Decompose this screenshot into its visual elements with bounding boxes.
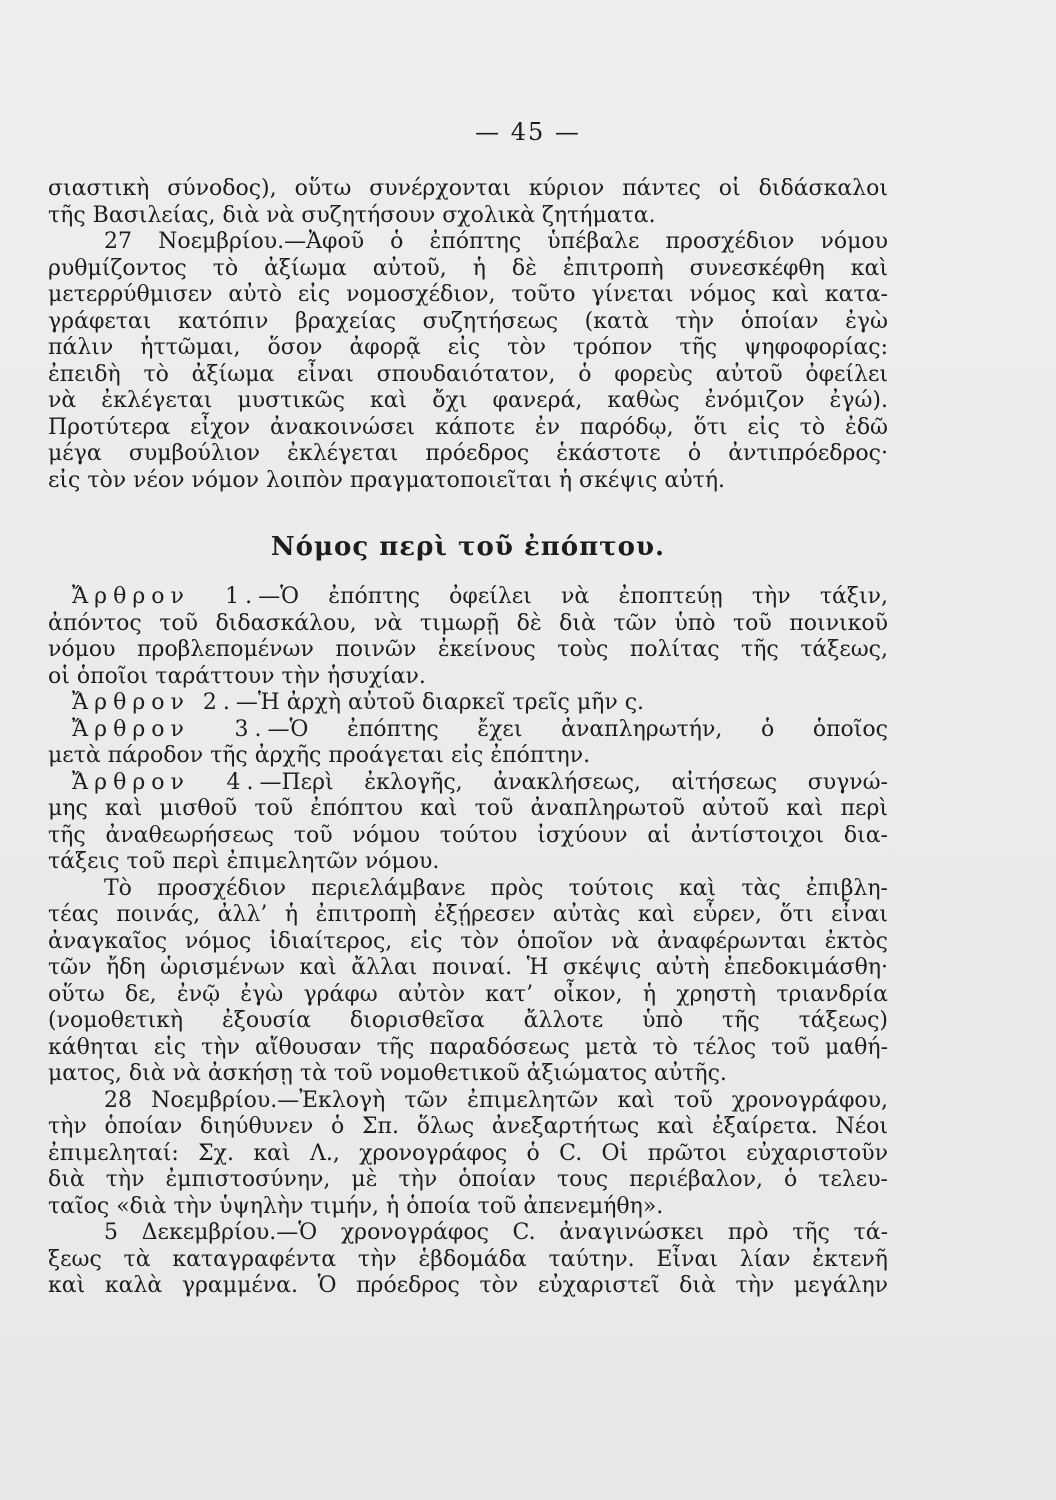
paragraph	[48, 229, 888, 494]
text-line: Προτύτερα εἶχον ἀνακοινώσει κάποτε ἐν παρόδῳ, ὅτι εἰς τὸ ἐδῶ	[48, 414, 888, 440]
text-line: ἐπειδὴ τὸ ἀξίωμα εἶναι σπουδαιότατον, ὁ φορεὺς αὐτοῦ ὀφείλει	[48, 361, 888, 387]
text-line: Τὸ προσχέδιον περιελάμβανε πρὸς τούτοις καὶ τὰς ἐπιβλη-	[104, 875, 888, 901]
article-label: Ἄρθρον 2.	[72, 690, 236, 715]
paragraph	[48, 876, 888, 1088]
text-line: μετὰ πάροδον τῆς ἀρχῆς προάγεται εἰς ἐπόπτην.	[48, 743, 591, 768]
article-text: —Περὶ ἐκλογῆς, ἀνακλήσεως, αἰτήσεως συγνώ-	[259, 769, 888, 795]
text-line: τέας ποινάς, ἀλλ’ ἡ ἐπιτροπὴ ἐξῄρεσεν αὐτὰς καὶ εὗρεν, ὅτι εἶναι	[48, 902, 888, 927]
text-line: οὕτω δε, ἐνῷ ἐγὼ γράφω αὐτὸν κατ’ οἶκον, ἡ χρηστὴ τριανδρία	[48, 981, 888, 1007]
article-label: Ἄρθρον 4.	[72, 769, 260, 795]
text-line: κάθηται εἰς τὴν αἴθουσαν τῆς παραδόσεως μετὰ τὸ τέλος τοῦ μαθή-	[48, 1034, 888, 1060]
section-heading: Νόμος περὶ τοῦ ἐπόπτου.	[270, 532, 666, 562]
text-line: (νομοθετικὴ ἐξουσία διορισθεῖσα ἄλλοτε ὑπὸ τῆς τάξεως)	[48, 1008, 888, 1033]
text-line: ξεως τὰ καταγραφέντα τὴν ἑβδομάδα ταύτην. Εἶναι λίαν ἐκτενῆ	[48, 1246, 888, 1272]
text-line: οἱ ὁποῖοι ταράττουν τὴν ἡσυχίαν.	[48, 663, 426, 689]
article-text: —Ἡ ἀρχὴ αὐτοῦ διαρκεῖ τρεῖς μῆν ς.	[235, 690, 645, 715]
text-line	[48, 770, 888, 797]
article-1	[48, 584, 888, 690]
article-label: Ἄρθρον 3.	[72, 716, 268, 742]
article-3	[48, 717, 888, 770]
text-line: νόμου προβλεπομένων ποινῶν ἐκείνους τοὺς πολίτας τῆς τάξεως,	[48, 637, 888, 662]
text-line	[48, 690, 888, 717]
text-line: ἀναγκαῖος νόμος ἰδιαίτερος, εἰς τὸν ὁποῖον νὰ ἀναφέρωνται ἐκτὸς	[48, 928, 888, 954]
text-line: διὰ τὴν ἐμπιστοσύνην, μὲ τὴν ὁποίαν τους περιέβαλον, ὁ τελευ-	[48, 1167, 888, 1192]
page-number: — 45 —	[475, 118, 581, 146]
article-2	[48, 690, 888, 717]
article-text: —Ὁ ἐπόπτης ἔχει ἀναπληρωτήν, ὁ ὁποῖος	[267, 716, 888, 742]
text-line: ταῖος «διὰ τὴν ὑψηλὴν τιμήν, ἡ ὁποία τοῦ ἀπενεμήθη».	[48, 1193, 664, 1219]
text-line: πάλιν ἡττῶμαι, ὅσον ἀφορᾷ εἰς τὸν τρόπον τῆς ψηφοφορίας:	[48, 335, 888, 360]
text-line: σιαστικὴ σύνοδος), οὕτω συνέρχονται κύριον πάντες οἱ διδάσκαλοι	[48, 176, 888, 201]
text-line: ἀπόντος τοῦ διδασκάλου, νὰ τιμωρῇ δὲ διὰ τῶν ὑπὸ τοῦ ποινικοῦ	[48, 610, 888, 636]
text-line: μης καὶ μισθοῦ τοῦ ἐπόπτου καὶ τοῦ ἀναπληρωτοῦ αὐτοῦ καὶ περὶ	[48, 796, 888, 821]
text-line: ἐπιμεληταί: Σχ. καὶ Λ., χρονογράφος ὁ C. Οἱ πρῶτοι εὐχαριστοῦν	[48, 1140, 888, 1166]
article-text: —Ὁ ἐπόπτης ὀφείλει νὰ ἐποπτεύῃ τὴν τάξιν,	[258, 584, 888, 609]
text-line: τῆς Βασιλείας, διὰ νὰ συζητήσουν σχολικὰ ζητήματα.	[48, 202, 656, 228]
text-line: νὰ ἐκλέγεται μυστικῶς καὶ ὄχι φανερά, καθὼς ἐνόμιζον ἐγώ).	[48, 388, 888, 413]
article-label: Ἄρθρον 1.	[72, 584, 259, 609]
text-line: 28 Νοεμβρίου.—Ἐκλογὴ τῶν ἐπιμελητῶν καὶ τοῦ χρονογράφου,	[104, 1087, 888, 1113]
paragraph	[48, 1088, 888, 1221]
text-line: τῆς ἀναθεωρήσεως τοῦ νόμου τούτου ἰσχύουν αἱ ἀντίστοιχοι δια-	[48, 822, 888, 848]
text-line	[48, 584, 888, 611]
text-line: τὴν ὁποίαν διηύθυνεν ὁ Σπ. ὅλως ἀνεξαρτήτως καὶ ἐξαίρετα. Νέοι	[48, 1114, 888, 1139]
paragraph	[48, 1220, 888, 1300]
text-line: 27 Νοεμβρίου.—Ἀφοῦ ὁ ἐπόπτης ὑπέβαλε προσχέδιον νόμου	[104, 229, 888, 254]
paragraph	[48, 176, 888, 229]
article-4	[48, 770, 888, 876]
text-line: μέγα συμβούλιον ἐκλέγεται πρόεδρος ἑκάστοτε ὁ ἀντιπρόεδρος·	[48, 441, 888, 466]
text-line: 5 Δεκεμβρίου.—Ὁ χρονογράφος C. ἀναγινώσκει πρὸ τῆς τά-	[104, 1220, 888, 1245]
text-line: ρυθμίζοντος τὸ ἀξίωμα αὐτοῦ, ἡ δὲ ἐπιτροπὴ συνεσκέφθη καὶ	[48, 255, 888, 281]
text-line: μετερρύθμισεν αὐτὸ εἰς νομοσχέδιον, τοῦτο γίνεται νόμος καὶ κατα-	[48, 282, 888, 307]
text-line: καὶ καλὰ γραμμένα. Ὁ πρόεδρος τὸν εὐχαριστεῖ διὰ τὴν μεγάλην	[48, 1273, 888, 1298]
text-line: ματος, διὰ νὰ ἀσκήσῃ τὰ τοῦ νομοθετικοῦ ἀξιώματος αὐτῆς.	[48, 1061, 727, 1086]
text-line: τῶν ἤδη ὡρισμένων καὶ ἄλλαι ποιναί. Ἡ σκέψις αὐτὴ ἐπεδοκιμάσθη·	[48, 955, 888, 980]
text-line: γράφεται κατόπιν βραχείας συζητήσεως (κατὰ τὴν ὁποίαν ἐγὼ	[48, 308, 888, 334]
text-line	[48, 717, 888, 744]
text-line: τάξεις τοῦ περὶ ἐπιμελητῶν νόμου.	[48, 849, 440, 874]
page-body	[48, 176, 888, 1300]
text-line: εἰς τὸν νέον νόμον λοιπὸν πραγματοποιεῖται ἡ σκέψις αὐτή.	[48, 467, 725, 493]
